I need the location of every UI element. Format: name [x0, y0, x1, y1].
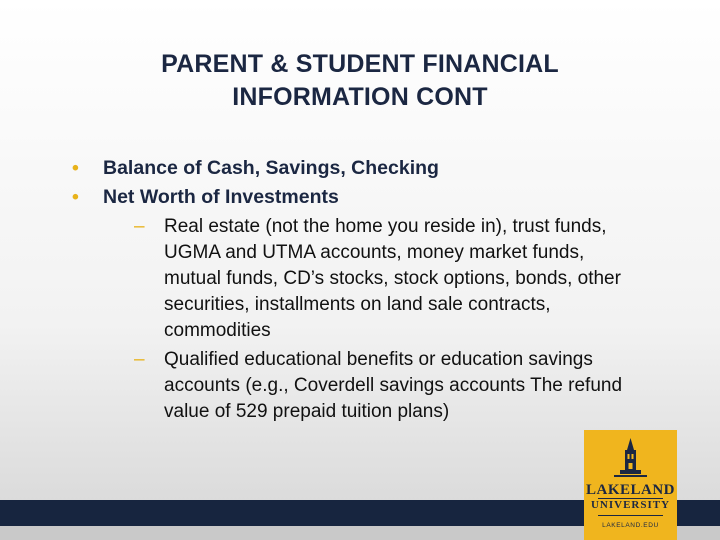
bullet-symbol: •: [72, 186, 79, 208]
title-line-1: PARENT & STUDENT FINANCIAL: [161, 50, 559, 78]
logo-website: LAKELAND.EDU: [602, 522, 659, 529]
sub-bullet-symbol: –: [134, 216, 145, 237]
university-logo: [584, 430, 677, 540]
sub-bullet-text: Real estate (not the home you reside in), trust funds, UGMA and UTMA accounts, money market funds, mutual funds, CD’s stocks, stock options, bonds, other securities, installments on land sale contracts, commodities: [164, 216, 621, 341]
logo-name-line-2: UNIVERSITY: [590, 499, 671, 511]
bullet-text: Balance of Cash, Savings, Checking: [103, 157, 439, 179]
bullet-item: [72, 154, 642, 183]
bullet-item: [72, 183, 642, 212]
bullet-text: Net Worth of Investments: [103, 186, 339, 208]
logo-name-line-1: LAKELAND: [585, 482, 675, 498]
bullet-symbol: •: [72, 157, 79, 179]
sub-bullet-text: Qualified educational benefits or education savings accounts (e.g., Coverdell savings accounts The refund value of 529 prepaid tuition plans): [164, 349, 623, 422]
sub-bullet-item: [134, 214, 642, 344]
slide-title: [60, 48, 660, 114]
title-line-2: INFORMATION CONT: [232, 83, 488, 111]
sub-bullet-symbol: –: [134, 349, 145, 370]
sub-bullet-item: [134, 347, 642, 425]
bullet-list: [72, 154, 642, 425]
